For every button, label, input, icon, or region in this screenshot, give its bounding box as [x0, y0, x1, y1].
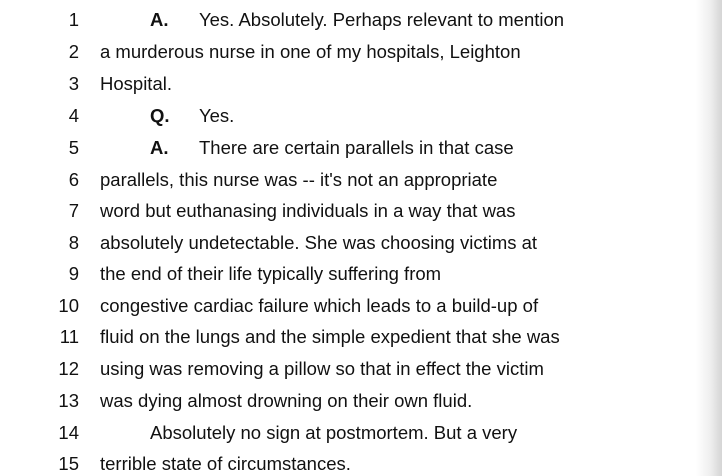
- speaker-label: Q.: [150, 105, 170, 126]
- transcript-line-10: [0, 292, 700, 320]
- line-number: 15: [58, 453, 79, 474]
- line-number: 1: [68, 9, 79, 30]
- line-text: congestive cardiac failure which leads to a build-up of: [100, 295, 539, 316]
- transcript-line-9: [0, 260, 700, 288]
- line-text: the end of their life typically suffering from: [100, 263, 442, 284]
- line-number: 4: [68, 105, 79, 126]
- line-text: absolutely undetectable. She was choosing victims at: [100, 232, 538, 253]
- line-text: Yes. Absolutely. Perhaps relevant to mention: [199, 9, 565, 30]
- speaker-label: A.: [150, 9, 169, 30]
- speaker-label: A.: [150, 137, 169, 158]
- line-text: Absolutely no sign at postmortem. But a very: [150, 422, 518, 443]
- line-number: 13: [58, 390, 79, 411]
- transcript-line-14: [0, 419, 700, 447]
- line-text: a murderous nurse in one of my hospitals, Leighton: [100, 41, 521, 62]
- line-text: was dying almost drowning on their own fluid.: [100, 390, 473, 411]
- line-number: 10: [58, 295, 79, 316]
- transcript-line-2: [0, 38, 700, 66]
- line-text: terrible state of circumstances.: [100, 453, 351, 474]
- line-text: parallels, this nurse was -- it's not an appropriate: [100, 169, 498, 190]
- transcript-line-12: [0, 355, 700, 383]
- transcript-line-6: [0, 166, 700, 194]
- page-edge-shadow: [696, 0, 722, 476]
- line-number: 9: [68, 263, 79, 284]
- transcript-line-4: [0, 102, 700, 130]
- line-number: 11: [59, 326, 79, 347]
- line-number: 6: [68, 169, 79, 190]
- line-text: There are certain parallels in that case: [199, 137, 514, 158]
- transcript-line-13: [0, 387, 700, 415]
- transcript-line-8: [0, 229, 700, 257]
- line-number: 14: [58, 422, 79, 443]
- line-text: using was removing a pillow so that in effect the victim: [100, 358, 544, 379]
- transcript-line-11: [0, 323, 700, 351]
- line-text: fluid on the lungs and the simple expedient that she was: [100, 326, 560, 347]
- line-text: Hospital.: [100, 73, 172, 94]
- transcript-line-5: [0, 134, 700, 162]
- transcript-line-1: [0, 6, 700, 34]
- line-text: word but euthanasing individuals in a way that was: [100, 200, 516, 221]
- line-number: 3: [68, 73, 79, 94]
- line-number: 8: [68, 232, 79, 253]
- transcript-line-7: [0, 197, 700, 225]
- line-text: Yes.: [199, 105, 235, 126]
- transcript-line-3: [0, 70, 700, 98]
- line-number: 7: [68, 200, 79, 221]
- line-number: 12: [58, 358, 79, 379]
- transcript-line-15: [0, 450, 700, 476]
- line-number: 5: [68, 137, 79, 158]
- line-number: 2: [68, 41, 79, 62]
